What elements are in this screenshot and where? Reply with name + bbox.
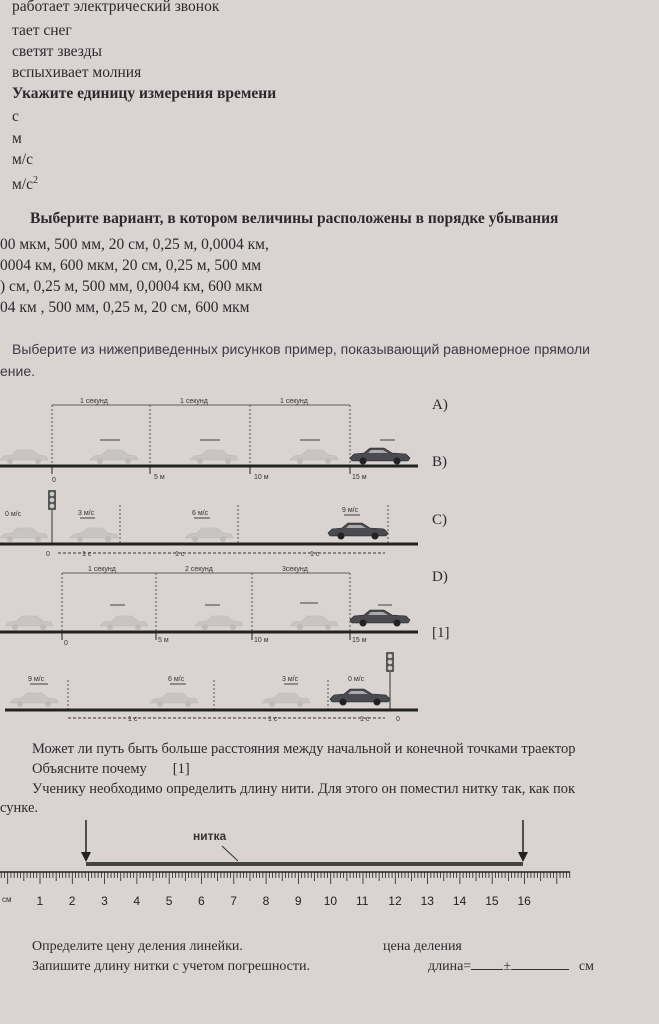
option-text: м <box>12 130 22 147</box>
option-text: вспыхивает молния <box>12 64 142 81</box>
speed-label: 9 м/с <box>28 676 45 683</box>
option-letter-b: B) <box>432 454 447 470</box>
speed-label: 3 м/с <box>78 510 95 517</box>
question-explain: Объясните почему [1] <box>32 761 190 777</box>
length-answer[interactable]: длина= ± см <box>428 959 594 974</box>
option-letter-d: D) <box>432 569 448 585</box>
option-text: ) см, 0,25 м, 500 мм, 0,0004 км, 600 мкм <box>0 278 263 295</box>
tick-label: 5 м <box>158 637 169 644</box>
speed-label: 0 м/с <box>5 511 22 518</box>
option-text: работает электрический звонок <box>12 0 220 15</box>
option-letter-c: C) <box>432 512 447 528</box>
interval-label: 1 секунд <box>280 398 308 405</box>
question-uniform-motion-cont: ение. <box>0 363 36 379</box>
time-label: 1 с <box>128 716 138 723</box>
figure-c <box>0 566 418 647</box>
interval-label: 2 секунд <box>185 566 213 573</box>
thread-label: нитка <box>193 829 227 843</box>
question-uniform-motion: Выберите из нижеприведенных рисунков пример, показывающий равномерное прямоли <box>12 341 590 357</box>
option-text: 04 км , 500 мм, 0,25 м, 20 см, 600 мкм <box>0 299 250 316</box>
ruler-number: 16 <box>517 894 531 908</box>
origin-label: 0 <box>396 716 400 723</box>
ruler-number: 13 <box>420 894 434 908</box>
option-text: с <box>12 108 19 125</box>
speed-label: 6 м/с <box>192 510 209 517</box>
division-answer-label: цена деления <box>383 939 462 954</box>
option-text: тает снег <box>12 22 72 39</box>
option-text: светят звезды <box>12 43 102 60</box>
time-label: 1 с <box>82 551 92 558</box>
ruler-number: 15 <box>485 894 499 908</box>
task-length: Запишите длину нитки с учетом погрешности. <box>32 959 311 974</box>
question-thread-cont: сунке. <box>0 800 38 816</box>
ruler-number: 2 <box>68 894 76 908</box>
tick-label: 0 <box>64 640 68 647</box>
question-descending: Выберите вариант, в котором величины расположены в порядке убывания <box>30 210 559 227</box>
interval-label: 1 секунд <box>88 566 116 573</box>
tick-label: 10 м <box>254 474 269 481</box>
figure-a <box>0 398 418 484</box>
question-path: Может ли путь быть больше расстояния между начальной и конечной точками траектор <box>32 741 576 757</box>
ruler-number: 7 <box>230 894 237 908</box>
ruler-number: 8 <box>262 894 270 908</box>
speed-label: 6 м/с <box>168 676 185 683</box>
figure-b <box>0 490 418 558</box>
task-division: Определите цену деления линейки. <box>32 939 243 954</box>
speed-label: 9 м/с <box>342 507 359 514</box>
interval-label: 1 секунд <box>80 398 108 405</box>
ruler-number: 12 <box>388 894 402 908</box>
time-label: 1 с <box>175 551 185 558</box>
ruler-number: 5 <box>165 894 173 908</box>
time-label: 1 с <box>360 716 370 723</box>
tick-label: 0 <box>52 477 56 484</box>
tick-label: 15 м <box>352 474 367 481</box>
speed-label: 3 м/с <box>282 676 299 683</box>
ruler-ticks <box>1 872 569 884</box>
interval-label: 3секунд <box>282 566 308 573</box>
time-label: 1 с <box>310 551 320 558</box>
option-letter-a: A) <box>432 397 448 413</box>
option-text: 00 мкм, 500 мм, 20 см, 0,25 м, 0,0004 км, <box>0 236 269 253</box>
interval-label: 1 секунд <box>180 398 208 405</box>
option-text: 0004 км, 600 мкм, 20 см, 0,25 м, 500 мм <box>0 257 262 274</box>
time-label: 1 с <box>268 716 278 723</box>
ruler-number: 3 <box>101 894 108 908</box>
ruler-number: 10 <box>323 894 338 908</box>
tick-label: 10 м <box>254 637 269 644</box>
tick-label: 15 м <box>352 637 367 644</box>
ruler-numbers <box>37 894 532 908</box>
ruler-number: 4 <box>133 894 141 908</box>
option-text: м/с <box>12 151 33 168</box>
speed-label: 0 м/с <box>348 676 365 683</box>
ruler-number: 14 <box>452 894 467 908</box>
figure-d <box>5 652 418 723</box>
unit-label: см <box>2 895 12 904</box>
mark-label: [1] <box>432 625 450 641</box>
question-time-unit: Укажите единицу измерения времени <box>12 85 277 102</box>
ruler-number: 1 <box>36 894 44 908</box>
ruler-number: 9 <box>294 894 302 908</box>
ruler-number: 6 <box>198 894 205 908</box>
ruler-number: 11 <box>356 894 369 908</box>
question-thread: Ученику необходимо определить длину нити. Для этого он поместил нитку так, как пок <box>32 781 576 797</box>
tick-label: 5 м <box>154 474 165 481</box>
origin-label: 0 <box>46 551 50 558</box>
option-text: $м/с^2$ <box>12 175 38 194</box>
